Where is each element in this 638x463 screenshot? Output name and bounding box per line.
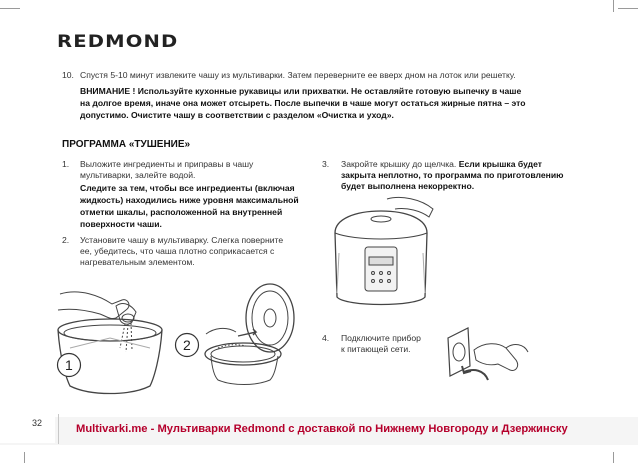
step-3-line: будет выполнена некорректно. [341, 181, 475, 191]
step-1-note: Следите за тем, чтобы все ингредиенты (включая [80, 183, 295, 193]
crop-mark [24, 452, 25, 463]
illustration-pouring [40, 278, 190, 403]
step-1-note: жидкость) находились ниже уровня максимальной [80, 195, 299, 205]
step-10-text: Спустя 5-10 минут извлеките чашу из мультиварки. Затем переверните ее вверх дном на лоток или решетку. [80, 70, 516, 80]
step-1-line: мультиварки, залейте водой. [80, 170, 196, 180]
step-2-line: нагревательным элементом. [80, 257, 195, 267]
brand-logo: REDMOND [57, 32, 179, 52]
step-3-line: закрыта неплотно, то программа по приготовлению [341, 170, 564, 180]
warning-line: на долгое время, иначе она может отсыреть. После выпечки в чаше могут остаться жирные пятна – это [80, 98, 526, 108]
crop-mark [613, 0, 614, 12]
figure-label-2: 2 [183, 337, 191, 353]
step-1-line: Выложите ингредиенты и приправы в чашу [80, 159, 254, 169]
crop-mark [0, 8, 20, 29]
section-title: ПРОГРАММА «ТУШЕНИЕ» [62, 139, 191, 150]
page-number: 32 [32, 418, 43, 428]
footer-link[interactable]: Multivarki.me - Мультиварки Redmond с доставкой по Нижнему Новгороду и Дзержинску [76, 423, 568, 435]
step-3-number: 3. [322, 159, 330, 169]
warning-line: допустимо. Очистите чашу в соответствии с разделом «Очистка и уход». [80, 110, 394, 120]
step-10-number: 10. [62, 70, 74, 80]
figure-label-1: 1 [65, 357, 73, 373]
step-2-line: Установите чашу в мультиварку. Слегка поверните [80, 235, 284, 245]
footer-separator [58, 414, 59, 444]
step-3-line: Закройте крышку до щелчка. Если крышка будет [341, 159, 542, 169]
step-4-number: 4. [322, 333, 330, 343]
crop-mark [613, 452, 614, 463]
step-4-line: Подключите прибор [341, 333, 421, 343]
step-1-note: поверхности чаши. [80, 219, 162, 229]
illustration-close-lid [325, 193, 445, 318]
step-2-line: ее, убедитесь, что чаша плотно соприкасается с [80, 246, 275, 256]
page-number-box [0, 410, 55, 443]
crop-mark [618, 8, 638, 29]
illustration-bowl-in-cooker [198, 282, 303, 394]
step-1-number: 1. [62, 159, 70, 169]
step-4-line: к питающей сети. [341, 344, 411, 354]
illustration-plug-socket [440, 320, 530, 402]
step-2-number: 2. [62, 235, 70, 245]
warning-line: ВНИМАНИЕ ! Используйте кухонные рукавицы или прихватки. Не оставляйте готовую выпечку в чаше [80, 86, 522, 96]
step-1-note: отметки шкалы, расположенной на внутренней [80, 207, 283, 217]
